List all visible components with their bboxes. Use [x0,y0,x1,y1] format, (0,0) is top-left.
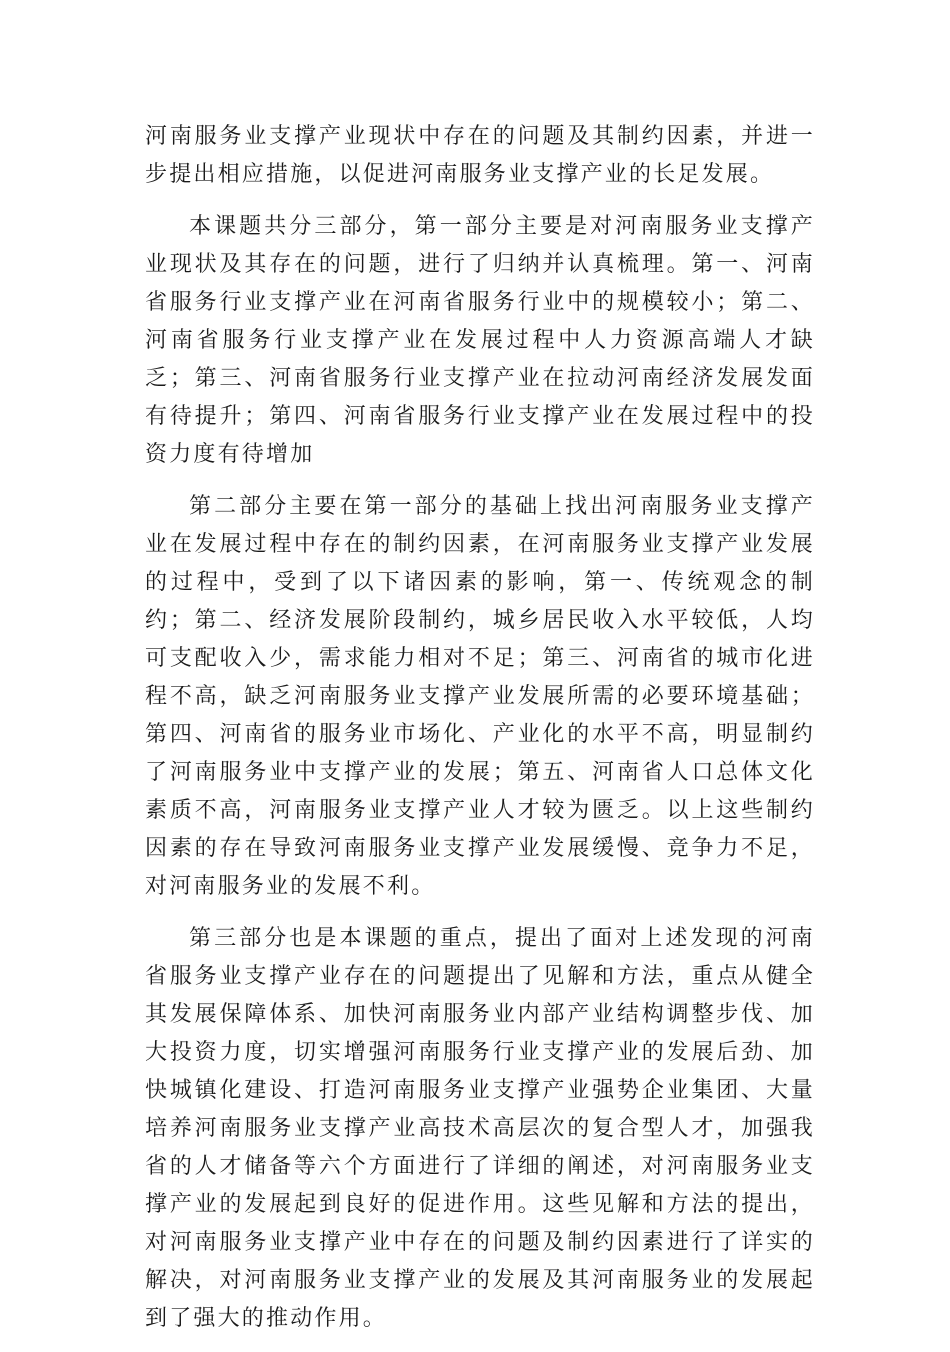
document-body [145,118,815,1352]
paragraph-overview: 本课题共分三部分，第一部分主要是对河南服务业支撑产业现状及其存在的问题，进行了归纳并认真梳理。第一、河南省服务行业支撑产业在河南省服务行业中的规模较小；第二、河南省服务行业支撑产业在发展过程中人力资源高端人才缺乏；第三、河南省服务行业支撑产业在拉动河南经济发展发面有待提升；第四、河南省服务行业支撑产业在发展过程中的投资力度有待增加 [145,214,815,467]
paragraph-continuation: 河南服务业支撑产业现状中存在的问题及其制约因素，并进一步提出相应措施，以促进河南服务业支撑产业的长足发展。 [145,124,815,187]
paragraph-part-three: 第三部分也是本课题的重点，提出了面对上述发现的河南省服务业支撑产业存在的问题提出了见解和方法，重点从健全其发展保障体系、加快河南服务业内部产业结构调整步伐、加大投资力度，切实增强河南服务行业支撑产业的发展后劲、加快城镇化建设、打造河南服务业支撑产业强势企业集团、大量培养河南服务业支撑产业高技术高层次的复合型人才，加强我省的人才储备等六个方面进行了详细的阐述，对河南服务业支撑产业的发展起到良好的促进作用。这些见解和方法的提出，对河南服务业支撑产业中存在的问题及制约因素进行了详实的解决，对河南服务业支撑产业的发展及其河南服务业的发展起到了强大的推动作用。 [145,926,815,1331]
paragraph-part-two: 第二部分主要在第一部分的基础上找出河南服务业支撑产业在发展过程中存在的制约因素，在河南服务业支撑产业发展的过程中，受到了以下诸因素的影响，第一、传统观念的制约；第二、经济发展阶段制约，城乡居民收入水平较低，人均可支配收入少，需求能力相对不足；第三、河南省的城市化进程不高，缺乏河南服务业支撑产业发展所需的必要环境基础；第四、河南省的服务业市场化、产业化的水平不高，明显制约了河南服务业中支撑产业的发展；第五、河南省人口总体文化素质不高，河南服务业支撑产业人才较为匮乏。以上这些制约因素的存在导致河南服务业支撑产业发展缓慢、竞争力不足，对河南服务业的发展不利。 [145,494,815,899]
